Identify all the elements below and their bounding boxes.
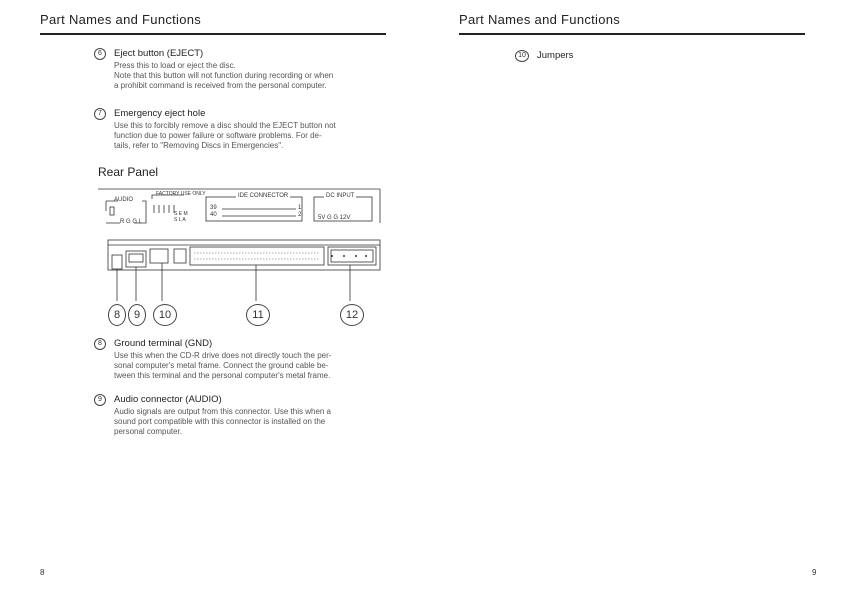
callout-number: 9	[94, 394, 106, 406]
section-line: tween this terminal and the personal computer's metal frame.	[114, 371, 331, 380]
rear-panel-title: Rear Panel	[98, 165, 159, 179]
section-line: sonal computer's metal frame. Connect the ground cable be-	[114, 361, 329, 370]
dc-input-label: DC INPUT	[326, 193, 355, 199]
dc-pins-label: 5V G G 12V	[318, 215, 351, 221]
section-line: Note that this button will not function during recording or when	[114, 71, 334, 80]
jumper-letters-label: S E M	[174, 211, 188, 217]
callout-8: 8	[108, 304, 126, 326]
section-line: Use this when the CD-R drive does not directly touch the per-	[114, 351, 332, 360]
section-line: Press this to load or eject the disc.	[114, 61, 236, 70]
audio-label: AUDIO	[114, 197, 134, 203]
section-line: sound port compatible with this connector is installed on the	[114, 417, 326, 426]
callout-number: 7	[94, 108, 106, 120]
section-eject-button	[92, 48, 388, 91]
ide-connector-label: IDE CONNECTOR	[238, 193, 289, 199]
section-title: Emergency eject hole	[114, 108, 206, 119]
section-title: Ground terminal (GND)	[114, 338, 213, 349]
section-line: personal computer.	[114, 427, 183, 436]
section-line: function due to power failure or software problems. For de-	[114, 131, 322, 140]
section-audio-connector	[92, 394, 388, 437]
right-page-number: 9	[812, 568, 817, 577]
section-jumpers	[513, 50, 713, 63]
ide-pin-2: 2	[298, 212, 302, 218]
section-line: Audio signals are output from this connector. Use this when a	[114, 407, 332, 416]
factory-use-label: FACTORY USE ONLY	[156, 191, 206, 197]
ide-pin-1: 1	[298, 205, 302, 211]
right-header-rule	[459, 33, 805, 35]
rear-panel-drawing	[98, 185, 384, 315]
ide-pin-39: 39	[210, 205, 217, 211]
rear-panel-diagram	[98, 185, 384, 315]
ide-pin-40: 40	[210, 212, 217, 218]
section-line: tails, refer to "Removing Discs in Emergencies".	[114, 141, 284, 150]
section-title: Jumpers	[537, 50, 574, 61]
section-emergency-eject	[92, 108, 388, 151]
section-line: Use this to forcibly remove a disc should the EJECT button not	[114, 121, 336, 130]
callout-number: 6	[94, 48, 106, 60]
section-title: Audio connector (AUDIO)	[114, 394, 222, 405]
audio-pins-label: R G G L	[120, 219, 143, 225]
callout-10: 10	[153, 304, 177, 326]
section-ground-terminal	[92, 338, 388, 381]
left-page-number: 8	[40, 568, 45, 577]
right-page	[431, 0, 862, 598]
callout-11: 11	[246, 304, 270, 326]
callout-9: 9	[128, 304, 146, 326]
callout-number: 8	[94, 338, 106, 350]
callout-12: 12	[340, 304, 364, 326]
jumper-letters2-label: S L A	[174, 217, 186, 223]
section-line: a prohibit command is received from the personal computer.	[114, 81, 327, 90]
right-header-title: Part Names and Functions	[459, 12, 621, 27]
left-header-title: Part Names and Functions	[40, 12, 202, 27]
left-header-rule	[40, 33, 386, 35]
section-title: Eject button (EJECT)	[114, 48, 204, 59]
callout-number: 10	[515, 50, 529, 62]
